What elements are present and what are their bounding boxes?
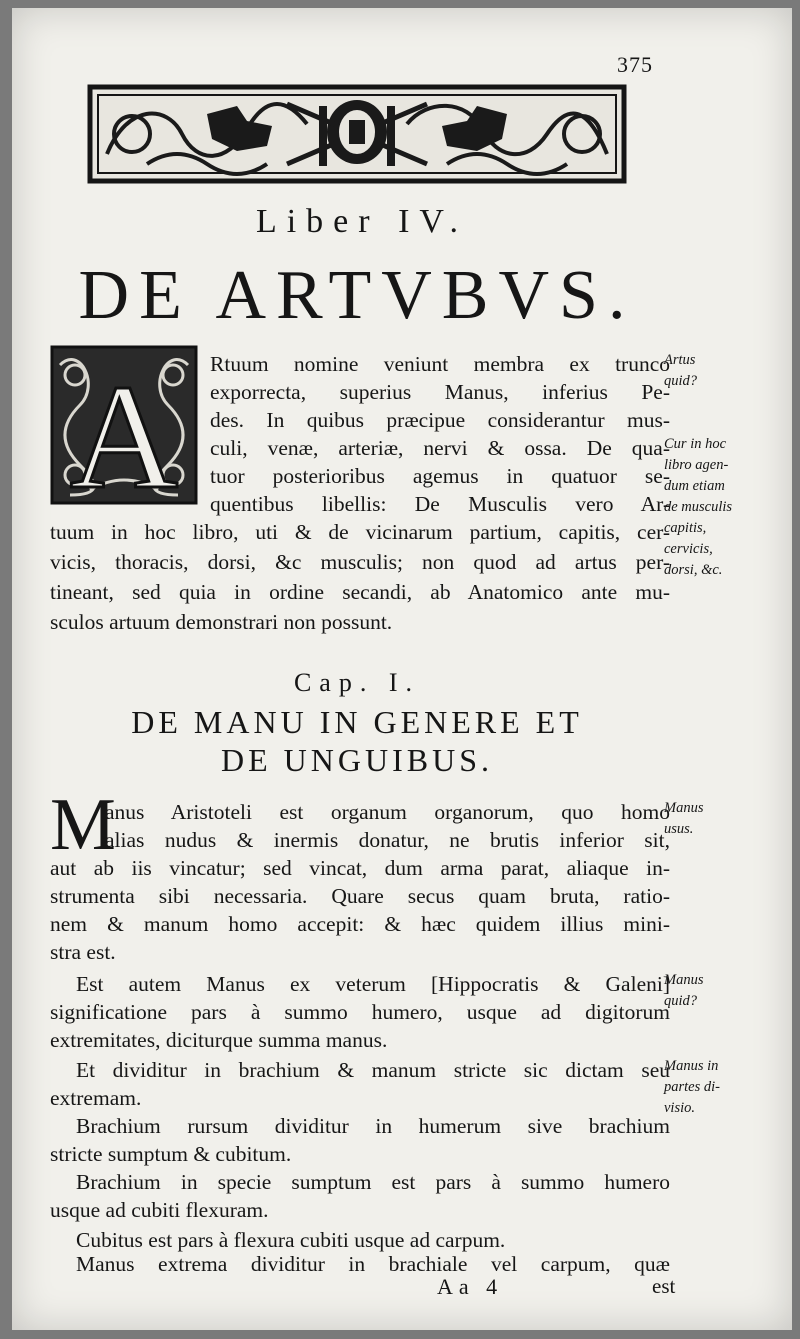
body-line: strumenta sibi necessaria. Quare secus quam bruta, ratio- bbox=[50, 884, 670, 908]
body-line: usque ad cubiti flexuram. bbox=[50, 1198, 269, 1222]
intro-line: tuum in hoc libro, uti & de vicinarum partium, capitis, cer- bbox=[50, 520, 670, 544]
margin-note-manus-usus bbox=[664, 798, 703, 840]
margin-note-manus-quid bbox=[664, 970, 703, 1012]
margin-note-line: partes di- bbox=[664, 1079, 720, 1095]
margin-note-line: libro agen- bbox=[664, 457, 729, 473]
margin-note-line: cervicis, bbox=[664, 541, 713, 557]
margin-note-manus-partes bbox=[664, 1056, 720, 1119]
body-line: aut ab iis vincatur; sed vincat, dum arma parat, aliaque in- bbox=[50, 856, 670, 880]
margin-note-cur-in-hoc bbox=[664, 434, 732, 581]
body-line: significatione pars à summo humero, usque ad digitorum bbox=[50, 1000, 670, 1024]
body-line: Brachium in specie sumptum est pars à summo humero bbox=[76, 1170, 670, 1194]
margin-note-line: dum etiam bbox=[664, 478, 725, 494]
body-line: Manus extrema dividitur in brachiale vel carpum, quæ bbox=[76, 1252, 670, 1276]
margin-note-line: capitis, bbox=[664, 520, 707, 536]
margin-note-line: Manus in bbox=[664, 1058, 719, 1074]
intro-line: tineant, sed quia in ordine secandi, ab Anatomico ante mu- bbox=[50, 580, 670, 604]
intro-line: sculos artuum demonstrari non possunt. bbox=[50, 610, 393, 634]
initial-letter: M bbox=[50, 784, 116, 866]
margin-note-line: de musculis bbox=[664, 499, 733, 515]
body-line: anus Aristoteli est organum organorum, quo homo bbox=[105, 800, 670, 824]
body-line: Cubitus est pars à flexura cubiti usque ad carpum. bbox=[76, 1228, 506, 1252]
body-line: extremitates, diciturque summa manus. bbox=[50, 1028, 388, 1052]
intro-line: Rtuum nomine veniunt membra ex trunco bbox=[210, 352, 670, 376]
body-line: Et dividitur in brachium & manum stricte sic dictam seu bbox=[76, 1058, 670, 1082]
signature-mark: Aa 4 bbox=[437, 1274, 504, 1299]
intro-line: quentibus libellis: De Musculis vero Ar- bbox=[210, 492, 670, 516]
chapter-title-line: DE UNGUIBUS. bbox=[221, 742, 493, 778]
drop-cap-letter: A bbox=[69, 354, 179, 505]
body-line: nem & manum homo accepit: & hæc quidem illius mini- bbox=[50, 912, 670, 936]
ornamental-headpiece bbox=[87, 84, 627, 184]
margin-note-line: usus. bbox=[664, 821, 694, 837]
intro-line: vicis, thoracis, dorsi, &c musculis; non quod ad artus per- bbox=[50, 550, 670, 574]
book-page bbox=[12, 8, 792, 1330]
chapter-title bbox=[12, 703, 702, 779]
page-number: 375 bbox=[617, 52, 653, 77]
book-heading: Liber IV. bbox=[255, 203, 469, 240]
margin-note-line: Cur in hoc bbox=[664, 436, 727, 452]
margin-note-line: Manus bbox=[664, 800, 704, 816]
margin-note-artus-quid bbox=[664, 350, 697, 392]
body-line: Brachium rursum dividitur in humerum sive brachium bbox=[76, 1114, 670, 1138]
body-line: extremam. bbox=[50, 1086, 142, 1110]
decorated-drop-cap bbox=[50, 345, 198, 505]
body-line: stricte sumptum & cubitum. bbox=[50, 1142, 292, 1166]
chapter-label: Cap. I. bbox=[293, 668, 421, 697]
margin-note-line: visio. bbox=[664, 1100, 696, 1116]
intro-line: des. In quibus præcipue considerantur mus- bbox=[210, 408, 670, 432]
body-line: alias nudus & inermis donatur, ne brutis inferior sit, bbox=[105, 828, 670, 852]
body-line: stra est. bbox=[50, 940, 116, 964]
margin-note-line: Manus bbox=[664, 972, 704, 988]
margin-note-line: quid? bbox=[664, 993, 698, 1009]
main-title: DE ARTVBVS. bbox=[78, 257, 636, 334]
intro-line: culi, venæ, arteriæ, nervi & ossa. De qua- bbox=[210, 436, 670, 460]
body-line: Est autem Manus ex veterum [Hippocratis & Galeni] bbox=[76, 972, 670, 996]
catchword: est bbox=[652, 1274, 676, 1298]
margin-note-line: quid? bbox=[664, 373, 698, 389]
chapter-title-line: DE MANU IN GENERE ET bbox=[131, 704, 583, 740]
margin-note-line: dorsi, &c. bbox=[664, 562, 723, 578]
intro-line: exporrecta, superius Manus, inferius Pe- bbox=[210, 380, 670, 404]
intro-line: tuor posterioribus agemus in quatuor se- bbox=[210, 464, 670, 488]
margin-note-line: Artus bbox=[664, 352, 696, 368]
